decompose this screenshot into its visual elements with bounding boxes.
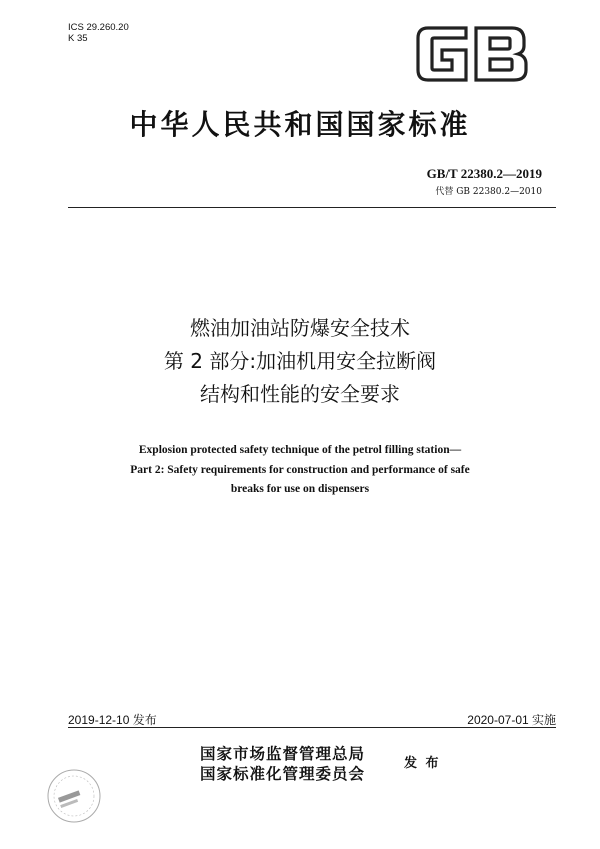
seal-graphic — [44, 766, 104, 826]
document-title-line-1: 燃油加油站防爆安全技术 — [190, 316, 410, 340]
document-title-line-3: 结构和性能的安全要求 — [200, 382, 400, 406]
document-title — [0, 312, 600, 411]
implementation-date: 2020-07-01 实施 — [467, 713, 556, 727]
national-standard-title: 中华人民共和国国家标准 — [129, 108, 471, 141]
ics-code: ICS 29.260.20 — [68, 22, 129, 33]
english-title-line-2: Part 2: Safety requirements for construction and performance of safe — [130, 463, 470, 476]
gb-logo-graphic — [412, 22, 532, 86]
gb-logo — [412, 22, 532, 86]
ccs-code: K 35 — [68, 33, 88, 44]
header-divider — [68, 207, 556, 208]
english-title-line-1: Explosion protected safety technique of the petrol filling station— — [138, 444, 462, 456]
stamp-seal — [44, 766, 104, 826]
replaces-note: 代替 GB 22380.2—2010 — [435, 187, 542, 197]
issuer-line-1: 国家市场监督管理总局 — [200, 744, 366, 763]
classification-codes — [68, 22, 129, 44]
issuing-authorities — [200, 744, 365, 784]
issue-date: 2019-12-10 发布 — [68, 713, 157, 727]
publish-label: 发 布 — [404, 756, 441, 771]
english-title-line-3: breaks for use on dispensers — [230, 483, 370, 495]
english-title — [100, 441, 500, 500]
standard-number: GB/T 22380.2—2019 — [426, 166, 542, 181]
issuer-line-2: 国家标准化管理委员会 — [200, 764, 366, 783]
footer-divider — [68, 727, 556, 728]
document-title-line-2: 第 2 部分:加油机用安全拉断阀 — [163, 349, 437, 373]
